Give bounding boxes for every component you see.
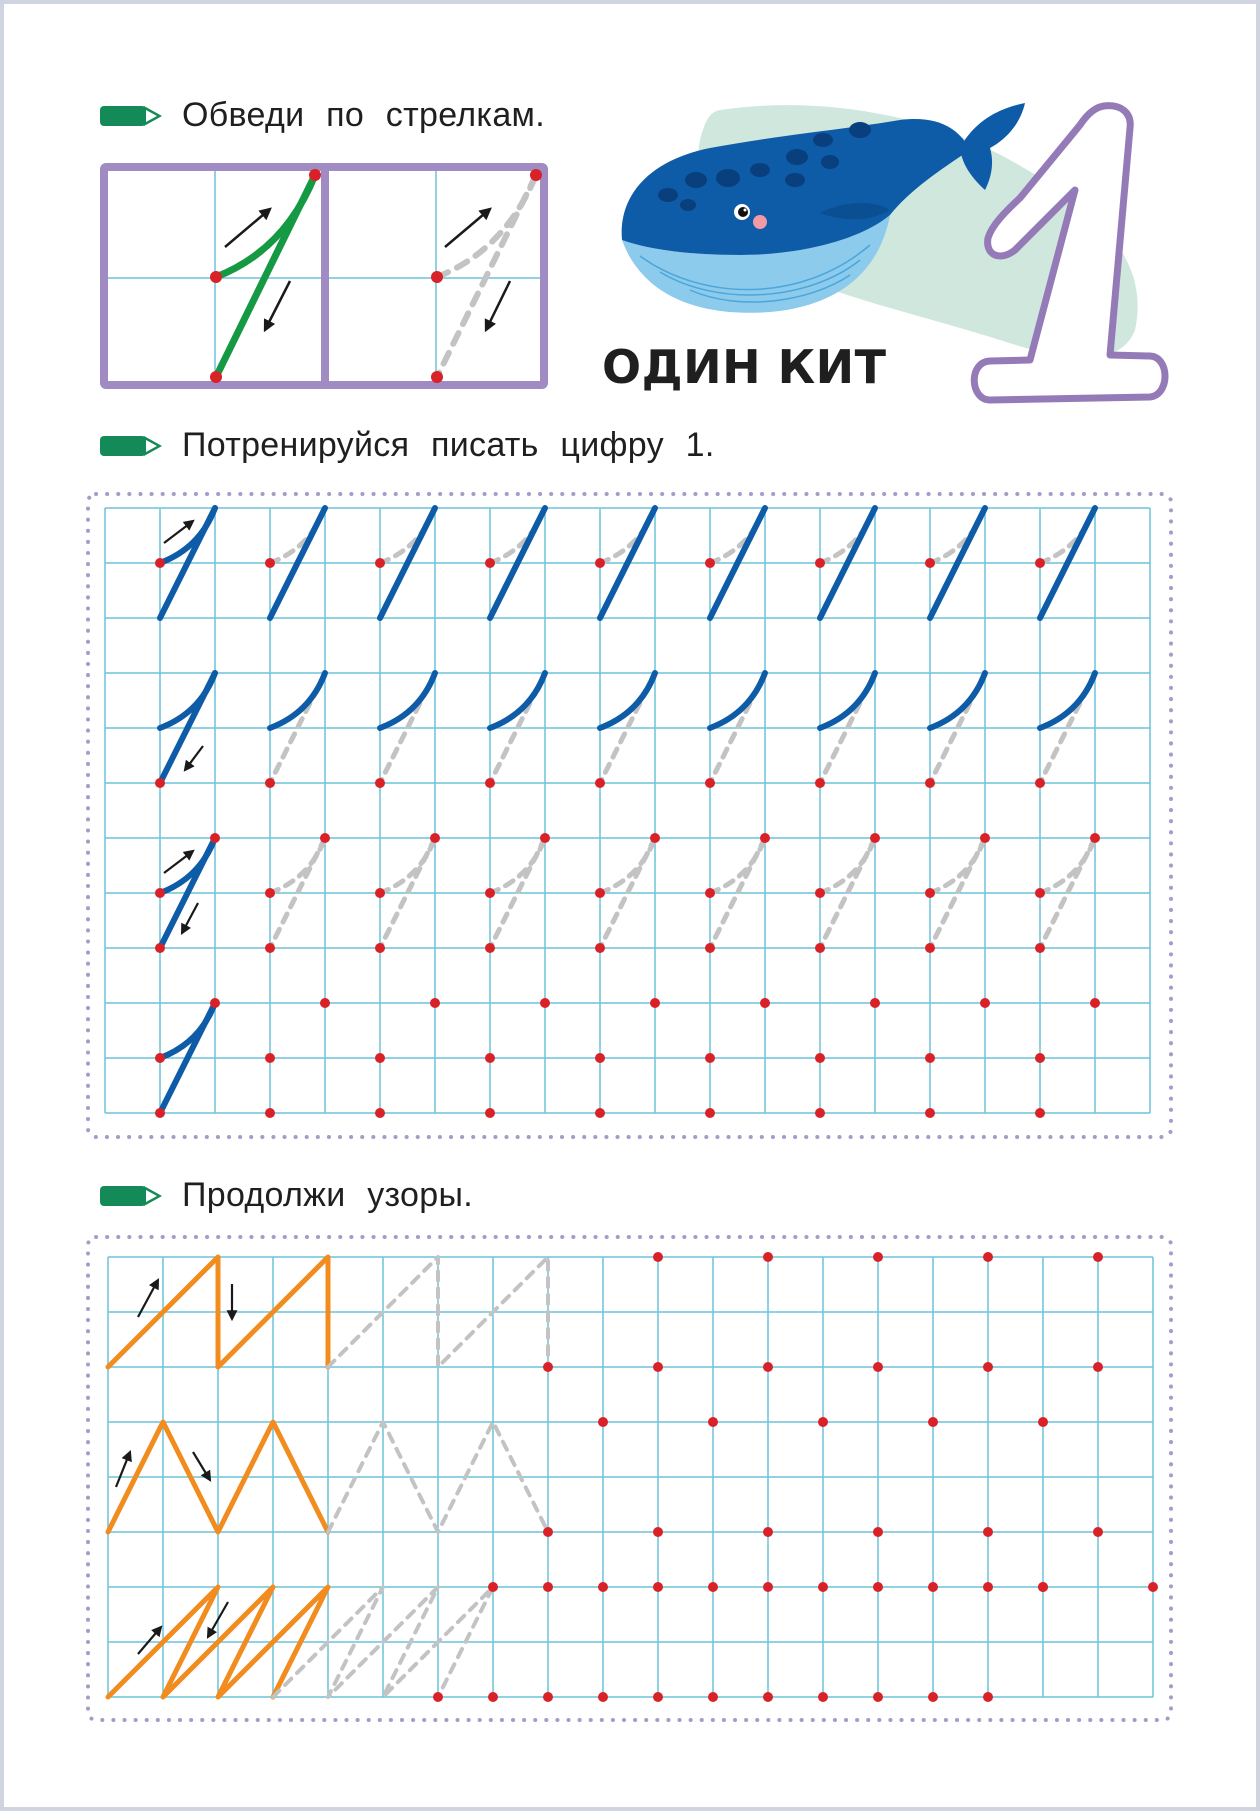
pattern-dot (873, 1582, 883, 1592)
instruction-practice-text: Потренируйся писать цифру 1. (182, 426, 715, 464)
pattern-dot (543, 1582, 553, 1592)
pattern-dot (983, 1582, 993, 1592)
pattern-dot (708, 1417, 718, 1427)
pattern-dot (433, 1692, 443, 1702)
practice-digit (705, 673, 765, 788)
pattern-dot (873, 1692, 883, 1702)
pattern-dot (873, 1362, 883, 1372)
pattern-dot (873, 1527, 883, 1537)
start-dot (925, 558, 935, 568)
pattern-dot (488, 1692, 498, 1702)
pattern-section (88, 1237, 1171, 1720)
start-dot (650, 998, 660, 1008)
pattern-dot (598, 1417, 608, 1427)
practice-digit (595, 673, 655, 788)
pattern-dot (1093, 1527, 1103, 1537)
outlined-digit-one (974, 106, 1165, 400)
start-dot (155, 778, 165, 788)
arrow-icon (185, 746, 203, 770)
start-dot (1035, 1108, 1045, 1118)
pattern-dot (983, 1252, 993, 1262)
pattern-dot (763, 1692, 773, 1702)
start-dot (925, 888, 935, 898)
start-dot (595, 558, 605, 568)
start-dot (925, 1108, 935, 1118)
start-dot (705, 558, 715, 568)
pattern-dot (873, 1252, 883, 1262)
pattern-dot (763, 1582, 773, 1592)
pattern-dot (598, 1582, 608, 1592)
start-dot (705, 1053, 715, 1063)
arrow-icon (193, 1452, 210, 1480)
pattern-dot (543, 1527, 553, 1537)
start-dot (595, 1053, 605, 1063)
trace-example-box (104, 165, 544, 387)
start-dot (870, 998, 880, 1008)
pattern-dot (763, 1252, 773, 1262)
start-dot (595, 943, 605, 953)
arrow-icon (116, 1452, 130, 1487)
start-dot (1035, 1053, 1045, 1063)
start-dot (210, 833, 220, 843)
start-dot (760, 998, 770, 1008)
start-dot (650, 833, 660, 843)
pattern-dot (543, 1692, 553, 1702)
start-dot (1090, 998, 1100, 1008)
start-dot (595, 1108, 605, 1118)
start-dot (265, 888, 275, 898)
start-dot (705, 1108, 715, 1118)
pattern-dot (1148, 1582, 1158, 1592)
start-dot (815, 778, 825, 788)
start-dot (870, 833, 880, 843)
start-dot (155, 558, 165, 568)
arrow-icon (164, 851, 193, 873)
pattern-dot (1038, 1582, 1048, 1592)
practice-digit (375, 673, 435, 788)
start-dot (705, 778, 715, 788)
pattern-dot (928, 1582, 938, 1592)
pattern-dot (708, 1582, 718, 1592)
start-dot (155, 1108, 165, 1118)
start-dot (540, 833, 550, 843)
start-dot (980, 833, 990, 843)
pattern-dot (653, 1692, 663, 1702)
start-dot (705, 943, 715, 953)
start-dot (265, 1053, 275, 1063)
practice-digit (265, 673, 325, 788)
start-dot (265, 778, 275, 788)
start-dot (815, 1053, 825, 1063)
pattern-dot (543, 1362, 553, 1372)
start-dot (485, 1108, 495, 1118)
start-dot (485, 558, 495, 568)
instruction-patterns-text: Продолжи узоры. (182, 1176, 473, 1214)
start-dot (320, 833, 330, 843)
start-dot (375, 1053, 385, 1063)
start-dot (155, 943, 165, 953)
pattern-dot (653, 1252, 663, 1262)
practice-digit (1035, 673, 1095, 788)
start-dot (375, 778, 385, 788)
start-dot (815, 1108, 825, 1118)
instruction-trace-text: Обведи по стрелкам. (182, 96, 545, 134)
pattern-dot (598, 1692, 608, 1702)
practice-digit (485, 673, 545, 788)
practice-grid (105, 508, 1150, 1113)
start-dot (375, 888, 385, 898)
start-dot (595, 778, 605, 788)
start-dot (925, 1053, 935, 1063)
start-dot (265, 558, 275, 568)
start-dot (155, 888, 165, 898)
start-dot (265, 1108, 275, 1118)
start-dot (375, 1108, 385, 1118)
practice-digit (925, 673, 985, 788)
start-dot (430, 833, 440, 843)
start-dot (540, 998, 550, 1008)
hero-caption: ОДИН КИТ (602, 340, 887, 394)
start-dot (485, 778, 495, 788)
pattern-dot (818, 1582, 828, 1592)
start-dot (375, 943, 385, 953)
practice-digit (155, 673, 215, 788)
pattern-dot (983, 1362, 993, 1372)
start-dot (705, 888, 715, 898)
start-dot (1035, 558, 1045, 568)
start-dot (485, 943, 495, 953)
start-dot (485, 1053, 495, 1063)
pattern-dot (708, 1692, 718, 1702)
arrow-icon (164, 521, 193, 543)
pattern-dot (928, 1692, 938, 1702)
pattern-dot (1038, 1417, 1048, 1427)
start-dot (1035, 778, 1045, 788)
pattern-dot (983, 1692, 993, 1702)
start-dot (320, 998, 330, 1008)
start-dot (430, 998, 440, 1008)
pattern-dot (818, 1692, 828, 1702)
start-dot (815, 888, 825, 898)
practice-digits (155, 508, 1100, 1118)
start-dot (980, 998, 990, 1008)
start-dot (815, 558, 825, 568)
start-dot (815, 943, 825, 953)
start-dot (210, 998, 220, 1008)
start-dot (265, 943, 275, 953)
practice-digit (815, 673, 875, 788)
pattern-dot (1093, 1252, 1103, 1262)
arrow-icon (182, 903, 198, 933)
start-dot (155, 1053, 165, 1063)
pattern-dot (1093, 1362, 1103, 1372)
pattern-dot (488, 1582, 498, 1592)
start-dot (760, 833, 770, 843)
start-dot (1035, 943, 1045, 953)
pattern-dot (928, 1417, 938, 1427)
pattern-dot (763, 1362, 773, 1372)
start-dot (1035, 888, 1045, 898)
start-dot (925, 943, 935, 953)
start-dot (1090, 833, 1100, 843)
pattern-dot (653, 1362, 663, 1372)
pattern-dot (818, 1417, 828, 1427)
start-dot (375, 558, 385, 568)
start-dot (485, 888, 495, 898)
practice-section (88, 494, 1171, 1137)
pattern-dot (763, 1527, 773, 1537)
start-dot (925, 778, 935, 788)
start-dot (595, 888, 605, 898)
pattern-dot (983, 1527, 993, 1537)
pattern-dot (653, 1582, 663, 1592)
pattern-dot (653, 1527, 663, 1537)
